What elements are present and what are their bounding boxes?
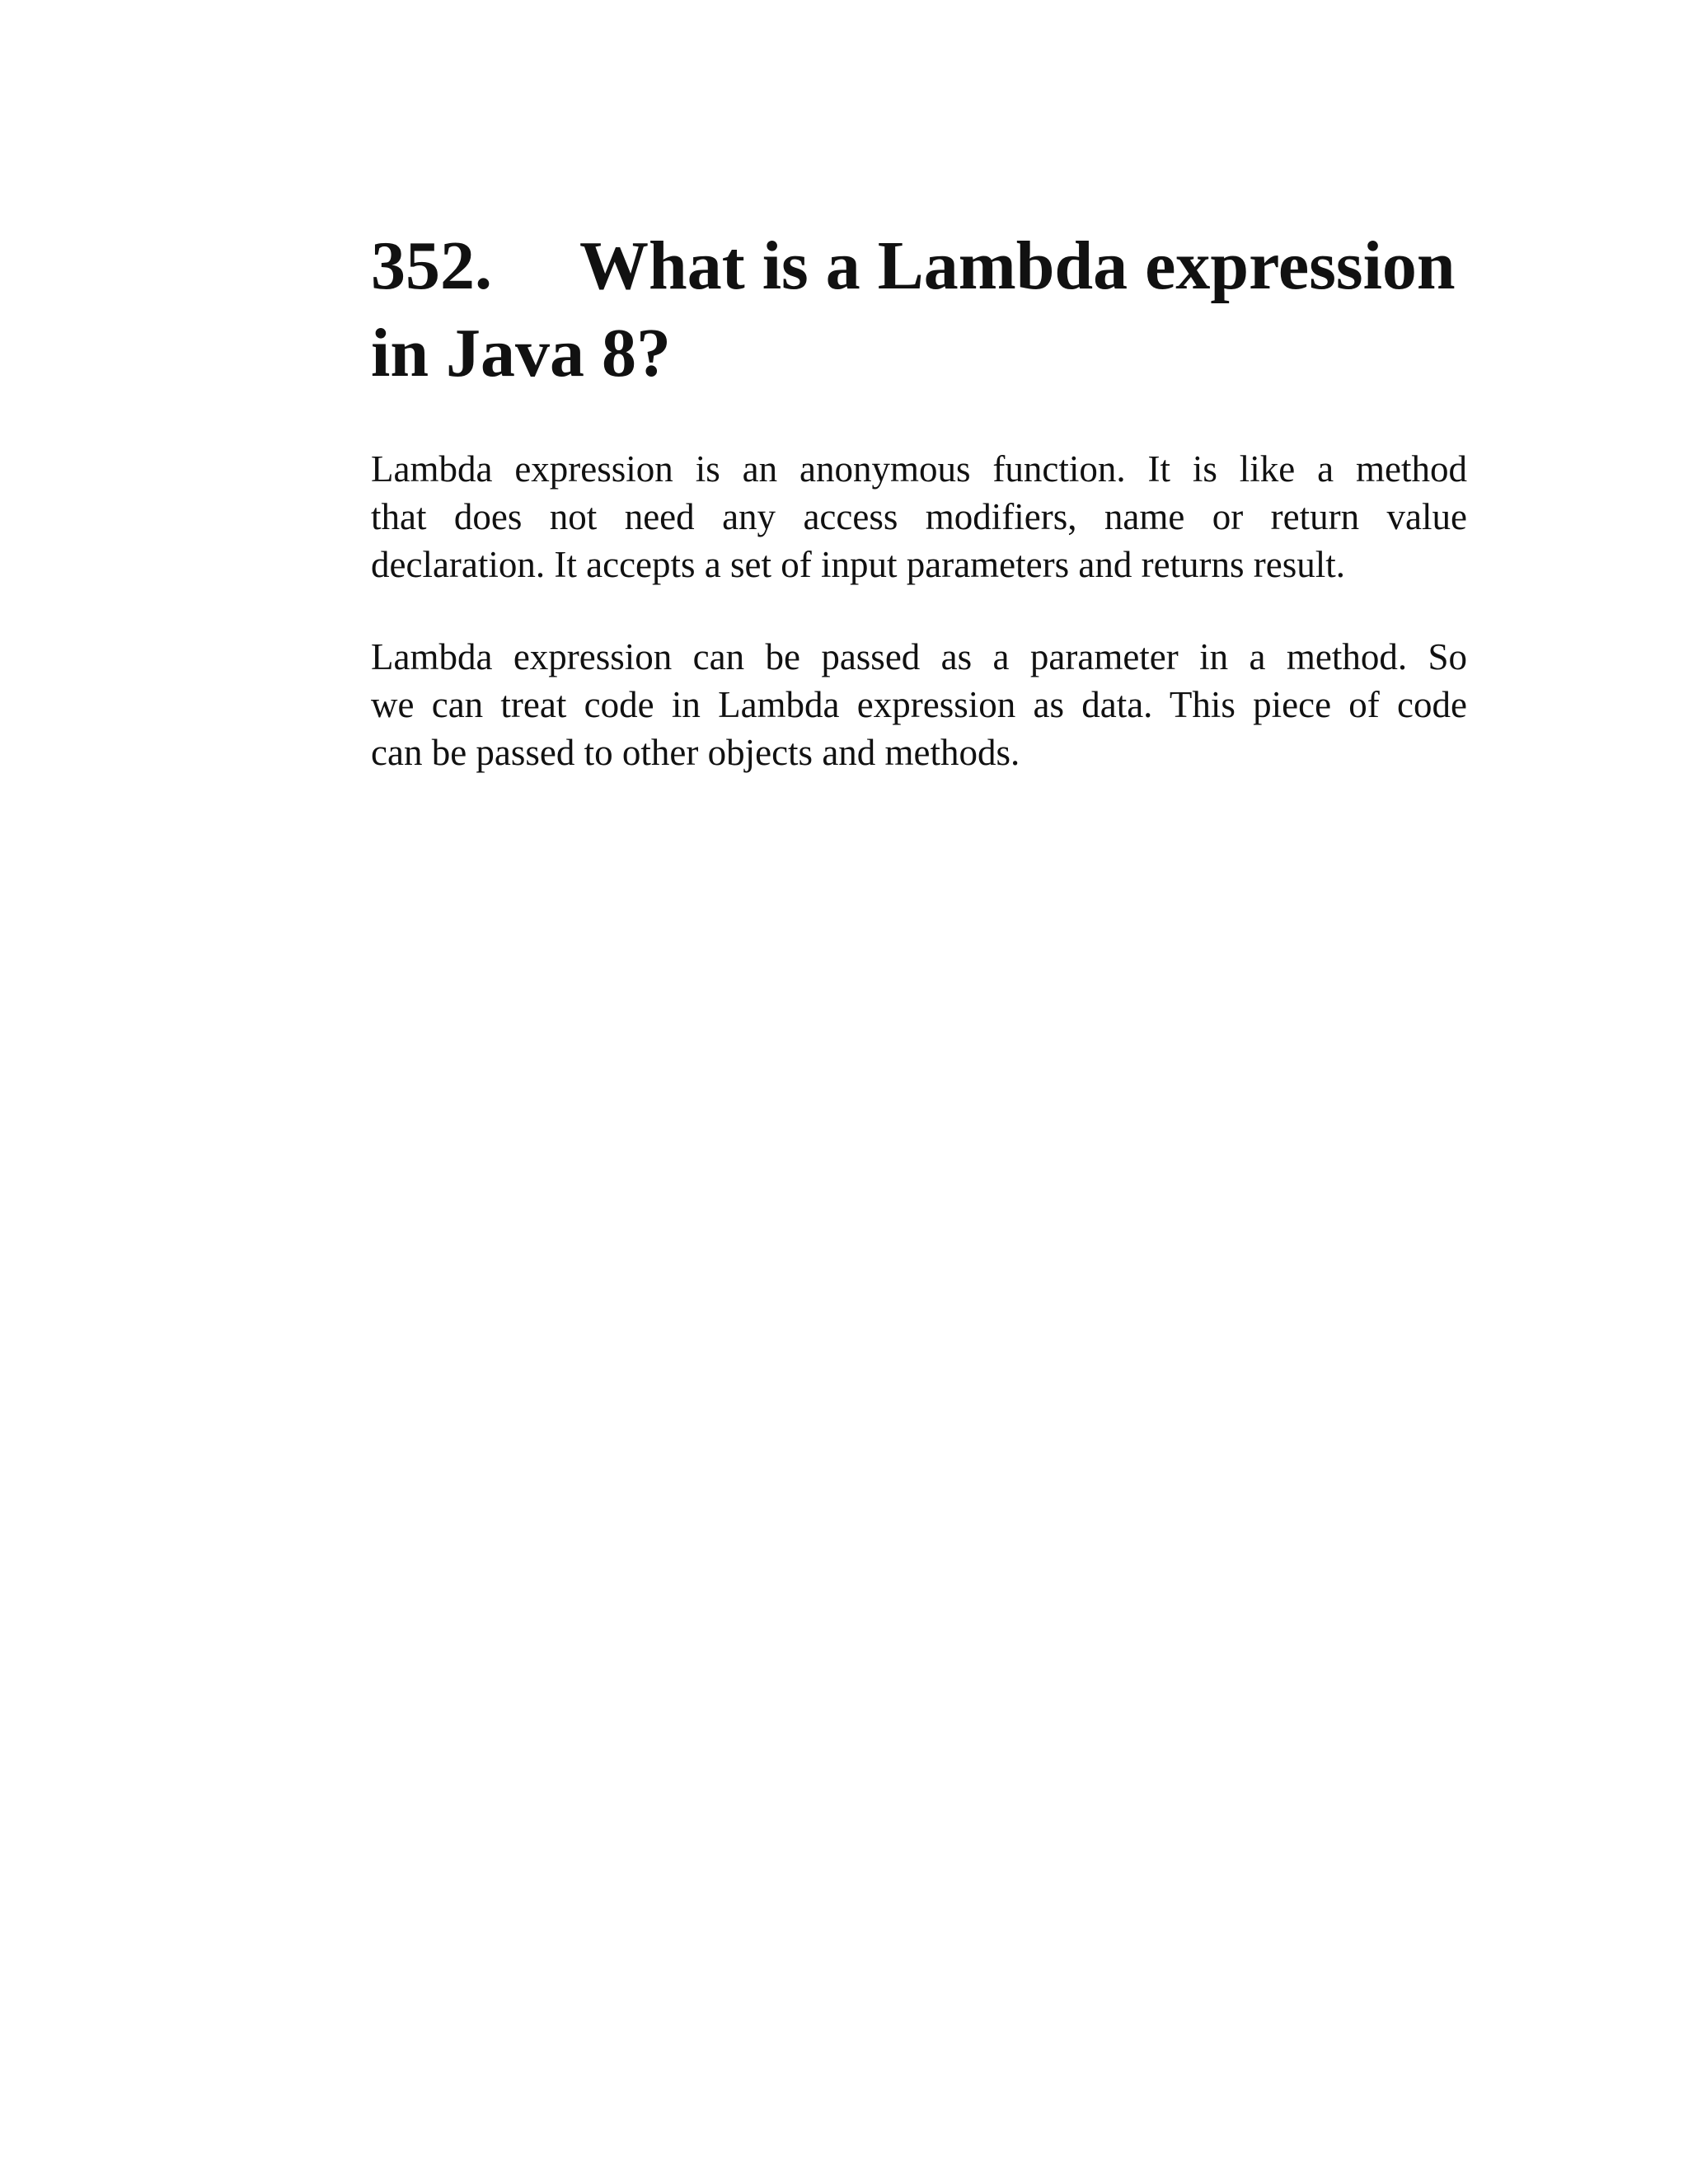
answer-paragraph-1 <box>371 445 1467 588</box>
question-number: 352. <box>371 227 492 304</box>
paragraph-line: that does not need any access modifiers, name or return value <box>371 496 1467 537</box>
question-heading <box>371 223 1467 397</box>
paragraph-line: can be passed to other objects and methods. <box>371 732 1020 773</box>
question-title-line-1: What is a Lambda expression <box>579 227 1456 304</box>
paragraph-line: Lambda expression can be passed as a parameter in a method. So <box>371 636 1467 677</box>
question-title-line-2: in Java 8? <box>371 315 672 391</box>
paragraph-line: declaration. It accepts a set of input parameters and returns result. <box>371 544 1346 585</box>
answer-paragraph-2 <box>371 633 1467 776</box>
document-page <box>371 223 1467 821</box>
paragraph-line: Lambda expression is an anonymous function. It is like a method <box>371 448 1467 490</box>
paragraph-line: we can treat code in Lambda expression as data. This piece of code <box>371 684 1467 725</box>
